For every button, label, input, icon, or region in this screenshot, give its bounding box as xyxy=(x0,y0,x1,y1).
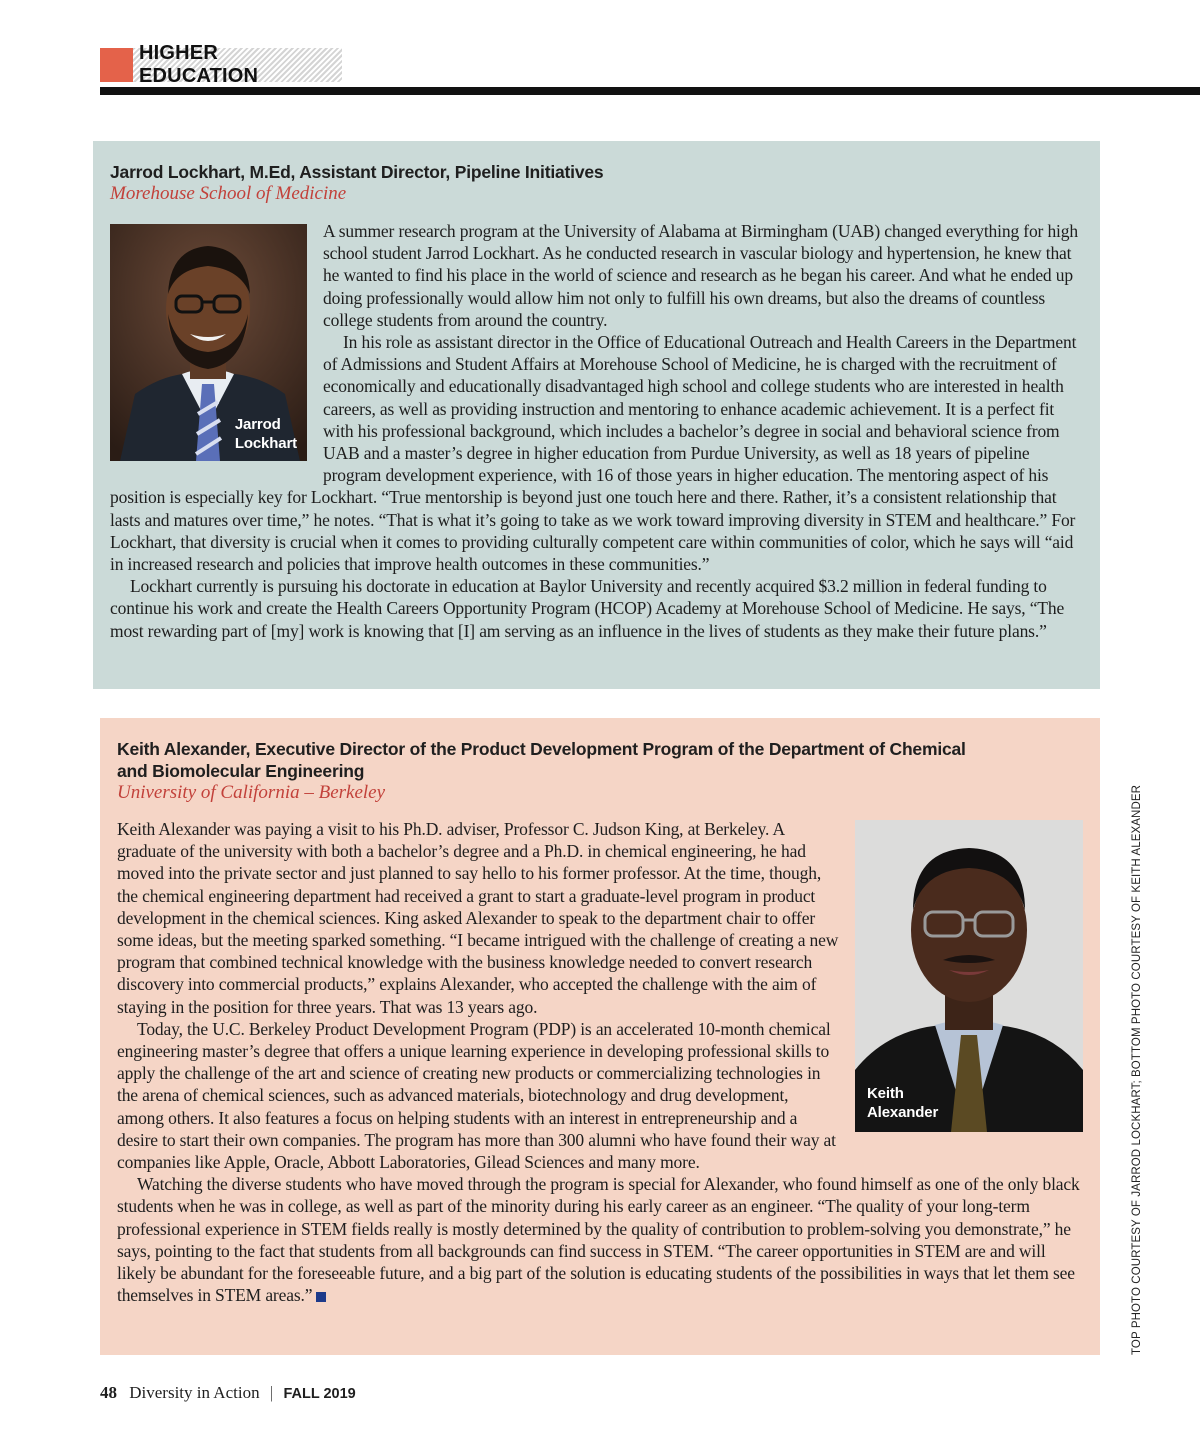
end-mark-icon xyxy=(316,1292,326,1302)
paragraph: Lockhart currently is pursuing his doctorate in education at Baylor University and recently acquired $3.2 million in federal funding to continue his work and create the Health Careers Opportunity Program (HCOP) Academy at Morehouse School of Medicine. He says, “The most rewarding part of [my] work is knowing that [I] am serving as an influence in the lives of students as they make their future plans.” xyxy=(110,576,1065,641)
paragraph: Keith Alexander was paying a visit to his Ph.D. adviser, Professor C. Judson King, at Berkeley. A graduate of the university with both a bachelor’s degree and a Ph.D. in chemical engineering, he had moved into the private sector and just planned to say hello to his former professor. At the time, though, the chemical engineering department had received a grant to start a graduate-level program in product development in the chemical sciences. King asked Alexander to speak to the department chair to offer some ideas, but the meeting sparked something. “I became intrigued with the challenge of creating a new program that combined technical knowledge with the business knowledge needed to convert research discovery into commercial products,” explains Alexander, who accepted the challenge with the aim of staying in the position for three years. That was 13 years ago. xyxy=(117,819,839,1017)
photo-credit: TOP PHOTO COURTESY OF JARROD LOCKHART; BOTTOM PHOTO COURTESY OF KEITH ALEXANDER xyxy=(1131,784,1143,1355)
section-label: HIGHER EDUCATION xyxy=(139,42,259,87)
profile-box-alexander xyxy=(100,718,1100,1355)
profile-body xyxy=(117,818,1083,1306)
profile-name-title: Keith Alexander, Executive Director of the Product Development Program of the Department of Chemical and Biomolecular Engineering xyxy=(117,739,966,781)
profile-institution: Morehouse School of Medicine xyxy=(110,183,347,204)
profile-body xyxy=(110,220,1083,642)
section-header xyxy=(100,42,342,87)
photo-caption-text: Jarrod Lockhart xyxy=(234,416,297,452)
profile-name-title: Jarrod Lockhart, M.Ed, Assistant Director, Pipeline Initiatives xyxy=(110,162,604,182)
paragraph: Today, the U.C. Berkeley Product Development Program (PDP) is an accelerated 10-month chemical engineering master’s degree that offers a unique learning experience in developing professional skills to apply the challenge of the art and science of creating new products or commercializing technologies in the arena of chemical sciences, such as advanced materials, biotechnology and drug development, among others. It also features a focus on helping students with an interest in entrepreneurship and a desire to start their own companies. The program has more than 300 alumni who have found their way at companies like Apple, Oracle, Abbott Laboratories, Gilead Sciences and many more. xyxy=(117,1018,836,1173)
paragraph: In his role as assistant director in the Office of Educational Outreach and Health Careers in the Department of Admissions and Student Affairs at Morehouse School of Medicine, he is charged with the recruitment of economically and educationally disadvantaged high school and college students who are interested in health careers, as well as providing instruction and mentoring to enhance academic achievement. It is a perfect fit with his professional background, which includes a bachelor’s degree in social and behavioral science from UAB and a master’s degree in higher education from Purdue University, as well as 18 years of pipeline program development experience, with 16 of those years in higher education. The mentoring aspect of his position is especially key for Lockhart. “True mentorship is beyond just one touch here and there. Rather, it’s a consistent relationship that lasts and matures over time,” he notes. “That is what it’s going to take as we work toward improving diversity in STEM and healthcare.” For Lockhart, that diversity is crucial when it comes to providing culturally competent care within communities of color, which he says will “aid in increased research and policies that improve health outcomes in these communities.” xyxy=(110,332,1077,575)
paragraph: A summer research program at the University of Alabama at Birmingham (UAB) changed everything for high school student Jarrod Lockhart. As he conducted research in vascular biology and hypertension, he knew that he wanted to find his place in the world of science and research as he began his career. And what he ended up doing professionally would allow him not only to fulfill his own dreams, but also the dreams of countless college students from around the country. xyxy=(323,221,1078,330)
page-number: 48 xyxy=(100,1383,117,1402)
issue-label: FALL 2019 xyxy=(283,1386,356,1402)
publication-name: Diversity in Action xyxy=(129,1383,260,1402)
portrait-photo xyxy=(110,224,307,461)
footer-separator: | xyxy=(269,1383,274,1402)
paragraph-text: Watching the diverse students who have moved through the program is special for Alexander, who found himself as one of the only black students when he was in college, as well as part of the minority during his early career as an engineer. “The quality of your long-term professional experience in STEM fields really is mostly determined by the quality of contribution to problem-solving you demonstrate,” he says, pointing to the fact that students from all backgrounds can find success in STEM. “The career opportunities in STEM are and will likely be abundant for the foreseeable future, and a big part of the solution is educating students of the possibilities in ways that let them see themselves in STEM areas.” xyxy=(117,1174,1080,1306)
photo-caption xyxy=(235,415,297,453)
photo-caption xyxy=(867,1084,938,1122)
portrait-photo xyxy=(855,820,1083,1132)
photo-caption-text: Keith Alexander xyxy=(867,1085,939,1121)
profile-box-lockhart xyxy=(93,141,1100,689)
section-label-background xyxy=(133,42,342,87)
paragraph xyxy=(117,1173,1083,1306)
header-rule xyxy=(100,87,1200,95)
section-color-swatch xyxy=(100,48,133,82)
profile-institution: University of California – Berkeley xyxy=(117,782,386,803)
page-footer xyxy=(100,1383,356,1403)
